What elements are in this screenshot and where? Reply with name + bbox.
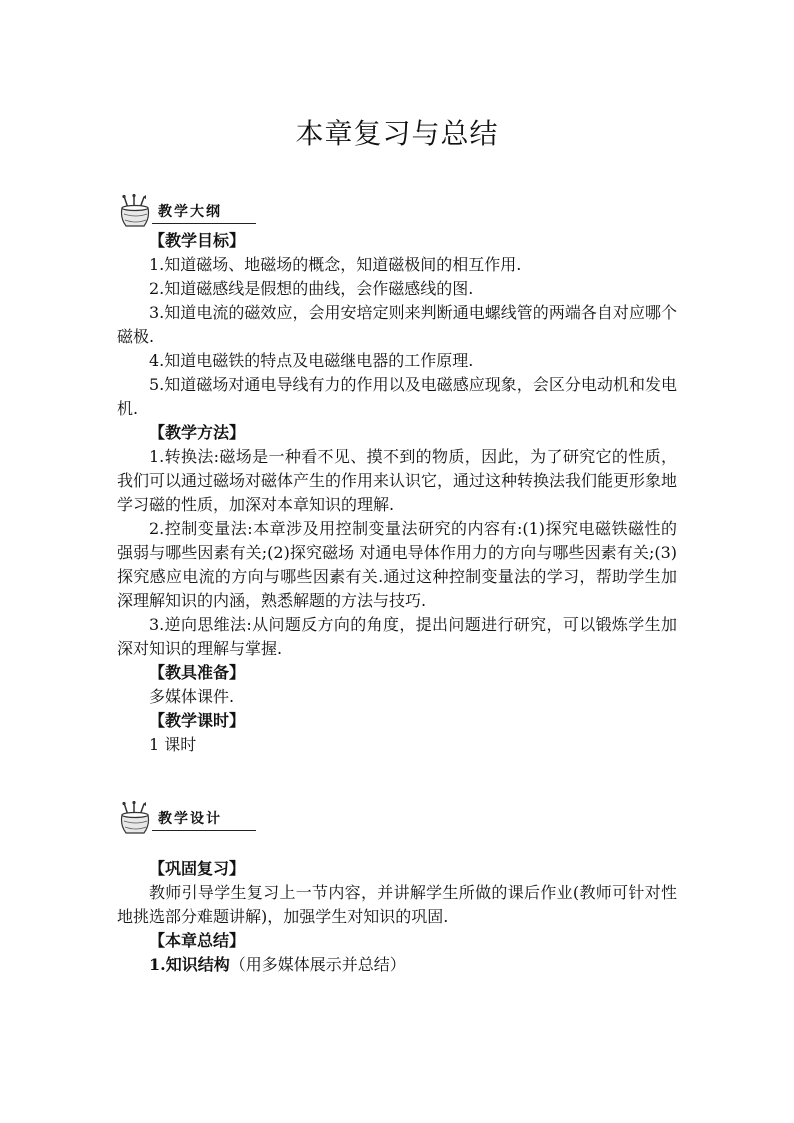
section-badge-underline (152, 830, 256, 831)
hours-heading: 【教学课时】 (149, 711, 246, 730)
section-badge-label: 教学设计 (158, 811, 222, 827)
goal-item: 1.知道磁场、地磁场的概念，知道磁极间的相互作用. (149, 255, 522, 274)
review-text: 教师引导学生复习上一节内容，并讲解学生所做的课后作业(教师可针对性地挑选部分难题讲解)，加强学生对知识的巩固. (117, 883, 677, 926)
structure-note: （用多媒体展示并总结） (229, 955, 406, 974)
hours-text: 1 课时 (149, 735, 197, 754)
method-item: 1.转换法:磁场是一种看不见、摸不到的物质，因此，为了研究它的性质，我们可以通过磁场对磁体产生的作用来认识它，通过这种转换法我们能更形象地学习磁的性质，加深对本章知识的理解. (117, 447, 678, 514)
design-content (117, 857, 677, 977)
method-item: 2.控制变量法:本章涉及用控制变量法研究的内容有:(1)探究电磁铁磁性的强弱与哪些因素有关;(2)探究磁场 对通电导体作用力的方向与哪些因素有关;(3)探究感应电流的方向与哪些因素有关.通过这种控制变量法的学习，帮助学生加深理解知识的内涵，熟悉解题的方法与技巧. (117, 519, 677, 610)
section-badge-design (116, 801, 246, 837)
structure-line (117, 953, 677, 977)
summary-heading: 【本章总结】 (149, 931, 246, 950)
page-title: 本章复习与总结 (295, 117, 499, 150)
section-badge-label: 教学大纲 (158, 204, 222, 220)
tools-text: 多媒体课件. (149, 687, 235, 706)
goal-item: 5.知道磁场对通电导线有力的作用以及电磁感应现象，会区分电动机和发电机. (117, 375, 677, 418)
methods-heading: 【教学方法】 (149, 423, 246, 442)
pencil-cup-icon (116, 194, 160, 230)
goal-item: 2.知道磁感线是假想的曲线，会作磁感线的图. (149, 279, 474, 298)
section-badge-outline (116, 194, 246, 230)
method-item: 3.逆向思维法:从问题反方向的角度，提出问题进行研究，可以锻炼学生加深对知识的理解与掌握. (117, 615, 677, 658)
goal-item: 4.知道电磁铁的特点及电磁继电器的工作原理. (149, 351, 474, 370)
outline-content (117, 229, 677, 757)
goals-heading: 【教学目标】 (149, 231, 246, 250)
tools-heading: 【教具准备】 (149, 663, 246, 682)
pencil-cup-icon (116, 801, 160, 837)
review-heading: 【巩固复习】 (149, 859, 246, 878)
structure-title: 1.知识结构 (149, 955, 230, 974)
section-badge-underline (152, 223, 256, 224)
goal-item: 3.知道电流的磁效应，会用安培定则来判断通电螺线管的两端各自对应哪个磁极. (117, 303, 677, 346)
